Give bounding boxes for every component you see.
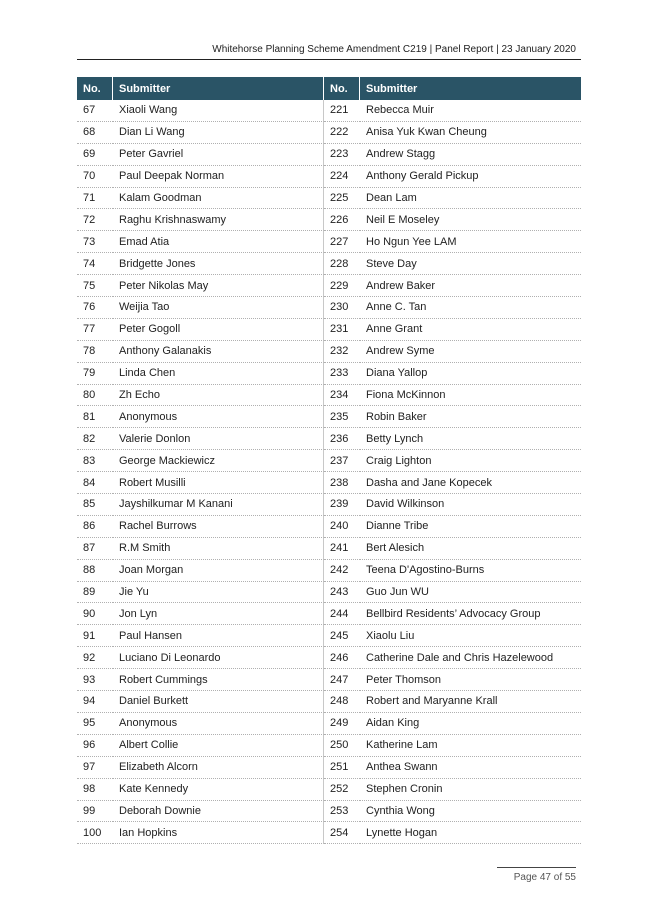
table-row [77,603,581,625]
table-row [77,385,581,407]
cell-no-right: 250 [324,735,360,757]
cell-no-right: 226 [324,209,360,231]
cell-no-right: 246 [324,647,360,669]
cell-no-left: 84 [77,472,113,494]
cell-submitter-right: Anne Grant [360,319,581,341]
table-row [77,166,581,188]
cell-no-right: 234 [324,385,360,407]
cell-no-left: 88 [77,560,113,582]
cell-submitter-right: Anne C. Tan [360,297,581,319]
cell-no-right: 242 [324,560,360,582]
cell-no-left: 94 [77,691,113,713]
cell-no-left: 97 [77,757,113,779]
cell-no-left: 74 [77,253,113,275]
cell-submitter-left: Paul Deepak Norman [113,166,324,188]
cell-submitter-left: Robert Cummings [113,669,324,691]
table-row [77,757,581,779]
cell-submitter-right: Anthea Swann [360,757,581,779]
cell-submitter-left: Anonymous [113,406,324,428]
table-row [77,122,581,144]
cell-submitter-left: Jayshilkumar M Kanani [113,494,324,516]
cell-no-right: 229 [324,275,360,297]
cell-no-left: 86 [77,516,113,538]
cell-no-right: 230 [324,297,360,319]
cell-no-right: 232 [324,341,360,363]
cell-no-right: 233 [324,363,360,385]
cell-no-right: 225 [324,188,360,210]
cell-submitter-left: Robert Musilli [113,472,324,494]
cell-submitter-left: Joan Morgan [113,560,324,582]
cell-submitter-right: Steve Day [360,253,581,275]
table-row [77,713,581,735]
cell-no-left: 96 [77,735,113,757]
cell-submitter-right: Ho Ngun Yee LAM [360,231,581,253]
table-row [77,516,581,538]
cell-submitter-left: Zh Echo [113,385,324,407]
cell-no-left: 71 [77,188,113,210]
cell-no-left: 80 [77,385,113,407]
cell-submitter-right: Katherine Lam [360,735,581,757]
cell-no-left: 78 [77,341,113,363]
cell-no-left: 91 [77,625,113,647]
header-submitter-right: Submitter [366,82,418,95]
cell-no-left: 72 [77,209,113,231]
table-row [77,231,581,253]
cell-no-left: 70 [77,166,113,188]
header-submitter-left: Submitter [113,77,324,100]
cell-no-right: 222 [324,122,360,144]
cell-submitter-right: Diana Yallop [360,363,581,385]
cell-submitter-right: Andrew Syme [360,341,581,363]
cell-submitter-right: Peter Thomson [360,669,581,691]
cell-submitter-right: Anisa Yuk Kwan Cheung [360,122,581,144]
submitters-table [77,77,581,844]
cell-submitter-left: Jie Yu [113,582,324,604]
cell-submitter-right: Fiona McKinnon [360,385,581,407]
table-row [77,735,581,757]
table-row [77,560,581,582]
cell-submitter-left: Linda Chen [113,363,324,385]
cell-no-right: 238 [324,472,360,494]
cell-no-right: 248 [324,691,360,713]
cell-no-left: 92 [77,647,113,669]
table-row [77,582,581,604]
cell-no-right: 235 [324,406,360,428]
cell-submitter-right: Cynthia Wong [360,801,581,823]
header-no-left: No. [77,77,113,100]
cell-no-right: 237 [324,450,360,472]
cell-no-left: 100 [77,822,113,844]
table-row [77,253,581,275]
cell-submitter-left: Anonymous [113,713,324,735]
cell-submitter-right: Robert and Maryanne Krall [360,691,581,713]
cell-submitter-right: Bert Alesich [360,538,581,560]
table-row [77,209,581,231]
cell-submitter-left: Paul Hansen [113,625,324,647]
cell-no-left: 99 [77,801,113,823]
cell-submitter-left: Anthony Galanakis [113,341,324,363]
cell-submitter-left: Raghu Krishnaswamy [113,209,324,231]
table-row [77,450,581,472]
cell-no-right: 228 [324,253,360,275]
cell-submitter-right: Dean Lam [360,188,581,210]
cell-submitter-right: Andrew Stagg [360,144,581,166]
cell-submitter-left: Xiaoli Wang [113,100,324,122]
cell-no-right: 239 [324,494,360,516]
table-row [77,297,581,319]
cell-submitter-left: Weijia Tao [113,297,324,319]
cell-submitter-left: Rachel Burrows [113,516,324,538]
cell-submitter-right: Bellbird Residents’ Advocacy Group [360,603,581,625]
table-row [77,822,581,844]
cell-submitter-right: Xiaolu Liu [360,625,581,647]
cell-no-right: 241 [324,538,360,560]
table-row [77,494,581,516]
cell-no-left: 87 [77,538,113,560]
table-row [77,779,581,801]
cell-no-left: 83 [77,450,113,472]
table-row [77,669,581,691]
cell-submitter-left: Kalam Goodman [113,188,324,210]
cell-no-left: 75 [77,275,113,297]
table-row [77,647,581,669]
cell-no-left: 68 [77,122,113,144]
cell-no-right: 244 [324,603,360,625]
cell-no-left: 79 [77,363,113,385]
cell-no-left: 67 [77,100,113,122]
table-row [77,319,581,341]
cell-no-right: 227 [324,231,360,253]
cell-submitter-right: Lynette Hogan [360,822,581,844]
table-row [77,144,581,166]
cell-submitter-right: Rebecca Muir [360,100,581,122]
cell-submitter-left: Peter Nikolas May [113,275,324,297]
table-row [77,801,581,823]
cell-no-left: 93 [77,669,113,691]
cell-no-right: 249 [324,713,360,735]
cell-no-left: 73 [77,231,113,253]
table-header-row [77,77,581,100]
cell-submitter-left: R.M Smith [113,538,324,560]
cell-submitter-right: Betty Lynch [360,428,581,450]
cell-submitter-right: Dianne Tribe [360,516,581,538]
cell-submitter-right: Anthony Gerald Pickup [360,166,581,188]
cell-no-right: 253 [324,801,360,823]
cell-no-left: 85 [77,494,113,516]
page-header: Whitehorse Planning Scheme Amendment C219 | Panel Report | 23 January 2020 [212,44,576,55]
cell-submitter-left: Peter Gavriel [113,144,324,166]
table-row [77,406,581,428]
cell-no-right: 236 [324,428,360,450]
cell-submitter-right: Guo Jun WU [360,582,581,604]
cell-no-right: 252 [324,779,360,801]
cell-submitter-right: Catherine Dale and Chris Hazelewood [360,647,581,669]
cell-no-left: 82 [77,428,113,450]
cell-no-left: 76 [77,297,113,319]
cell-no-right: 243 [324,582,360,604]
cell-no-right: 245 [324,625,360,647]
table-body [77,100,581,844]
cell-submitter-right: Teena D'Agostino-Burns [360,560,581,582]
cell-no-right: 224 [324,166,360,188]
cell-no-right: 240 [324,516,360,538]
table-row [77,472,581,494]
table-row [77,625,581,647]
header-no-right: No. [324,77,360,100]
table-row [77,341,581,363]
cell-no-right: 231 [324,319,360,341]
cell-submitter-left: Emad Atia [113,231,324,253]
cell-no-right: 247 [324,669,360,691]
table-row [77,363,581,385]
cell-no-right: 254 [324,822,360,844]
cell-submitter-left: Luciano Di Leonardo [113,647,324,669]
cell-submitter-left: Ian Hopkins [113,822,324,844]
cell-submitter-left: Kate Kennedy [113,779,324,801]
cell-submitter-right: Andrew Baker [360,275,581,297]
cell-no-right: 251 [324,757,360,779]
cell-no-right: 223 [324,144,360,166]
header-divider [77,59,581,60]
cell-no-right: 221 [324,100,360,122]
cell-no-left: 81 [77,406,113,428]
cell-submitter-right: Aidan King [360,713,581,735]
cell-submitter-left: Daniel Burkett [113,691,324,713]
cell-submitter-left: Valerie Donlon [113,428,324,450]
cell-submitter-left: George Mackiewicz [113,450,324,472]
cell-submitter-right: Dasha and Jane Kopecek [360,472,581,494]
cell-no-left: 69 [77,144,113,166]
cell-submitter-left: Dian Li Wang [113,122,324,144]
cell-submitter-right: Craig Lighton [360,450,581,472]
page-number: Page 47 of 55 [513,872,576,883]
cell-submitter-left: Albert Collie [113,735,324,757]
cell-no-left: 98 [77,779,113,801]
cell-submitter-right: Robin Baker [360,406,581,428]
cell-submitter-left: Elizabeth Alcorn [113,757,324,779]
cell-submitter-right: David Wilkinson [360,494,581,516]
table-row [77,538,581,560]
table-row [77,188,581,210]
cell-submitter-left: Peter Gogoll [113,319,324,341]
table-row [77,100,581,122]
cell-submitter-left: Bridgette Jones [113,253,324,275]
table-row [77,691,581,713]
cell-submitter-left: Jon Lyn [113,603,324,625]
cell-submitter-right: Stephen Cronin [360,779,581,801]
cell-no-left: 90 [77,603,113,625]
cell-no-left: 89 [77,582,113,604]
cell-no-left: 77 [77,319,113,341]
footer-divider [497,867,576,868]
cell-submitter-right: Neil E Moseley [360,209,581,231]
table-row [77,428,581,450]
cell-submitter-left: Deborah Downie [113,801,324,823]
table-row [77,275,581,297]
cell-no-left: 95 [77,713,113,735]
